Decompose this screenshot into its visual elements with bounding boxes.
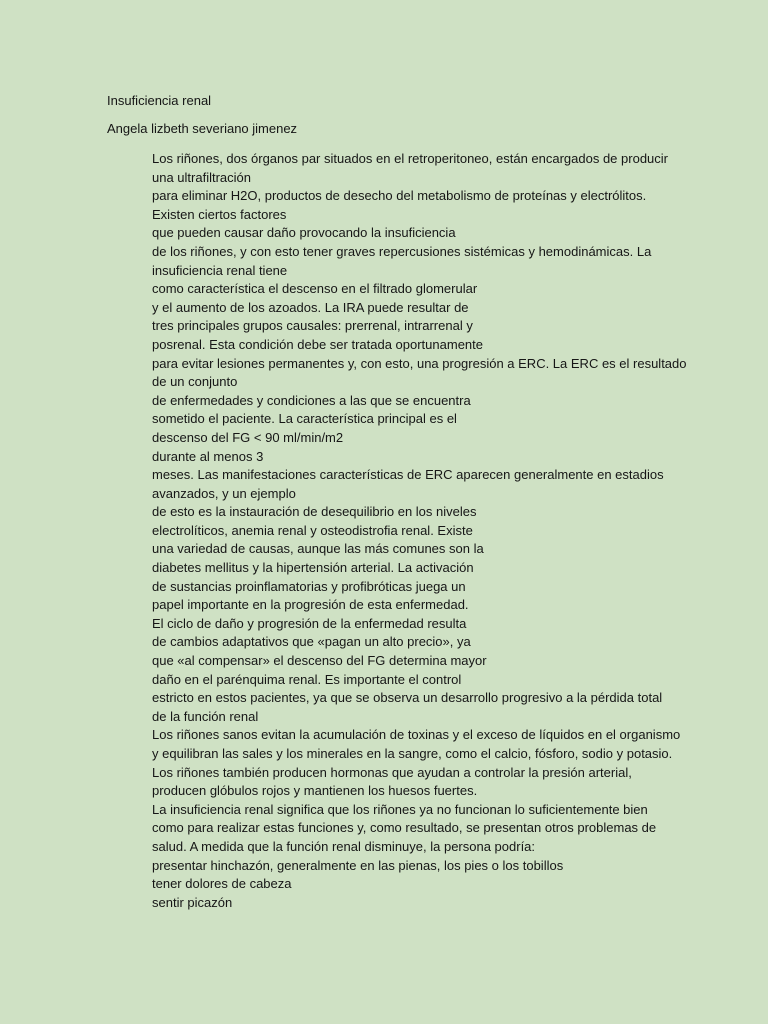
text-line: como característica el descenso en el filtrado glomerular <box>152 281 478 297</box>
document-body <box>152 150 752 912</box>
text-line: una ultrafiltración <box>152 169 251 185</box>
text-line: de un conjunto <box>152 374 238 390</box>
document-title: Insuficiencia renal <box>107 93 212 108</box>
text-line: para evitar lesiones permanentes y, con esto, una progresión a ERC. La ERC es el resultado <box>152 355 687 371</box>
text-line: posrenal. Esta condición debe ser tratada oportunamente <box>152 336 483 352</box>
text-line: meses. Las manifestaciones características de ERC aparecen generalmente en estadios <box>152 467 664 483</box>
text-line: de sustancias proinflamatorias y profibróticas juega un <box>152 578 466 594</box>
text-line: insuficiencia renal tiene <box>152 262 288 278</box>
text-line: tener dolores de cabeza <box>152 876 292 892</box>
text-line: como para realizar estas funciones y, como resultado, se presentan otros problemas de <box>152 820 657 836</box>
text-line: diabetes mellitus y la hipertensión arterial. La activación <box>152 560 474 576</box>
text-line: de los riñones, y con esto tener graves repercusiones sistémicas y hemodinámicas. La <box>152 243 652 259</box>
text-line: durante al menos 3 <box>152 448 264 464</box>
text-line: avanzados, y un ejemplo <box>152 485 296 501</box>
text-line: y equilibran las sales y los minerales en la sangre, como el calcio, fósforo, sodio y potasio. <box>152 746 673 761</box>
text-line: para eliminar H2O, productos de desecho del metabolismo de proteínas y electrólitos. <box>152 188 647 204</box>
text-line: una variedad de causas, aunque las más comunes son la <box>152 541 484 557</box>
text-line: La insuficiencia renal significa que los riñones ya no funcionan lo suficientemente bien <box>152 801 648 817</box>
text-line: de enfermedades y condiciones a las que se encuentra <box>152 392 471 408</box>
text-line: descenso del FG < 90 ml/min/m2 <box>152 429 344 445</box>
text-line: Los riñones, dos órganos par situados en el retroperitoneo, están encargados de producir <box>152 151 668 166</box>
text-line: tres principales grupos causales: prerrenal, intrarrenal y <box>152 318 473 334</box>
text-line: Los riñones sanos evitan la acumulación de toxinas y el exceso de líquidos en el organismo <box>152 727 681 743</box>
text-line: y el aumento de los azoados. La IRA puede resultar de <box>152 299 469 315</box>
text-line: daño en el parénquima renal. Es importante el control <box>152 671 462 687</box>
text-line: estricto en estos pacientes, ya que se observa un desarrollo progresivo a la pérdida total <box>152 690 663 706</box>
text-line: sometido el paciente. La característica principal es el <box>152 411 457 427</box>
text-line: que «al compensar» el descenso del FG determina mayor <box>152 653 487 669</box>
document-author: Angela lizbeth severiano jimenez <box>107 121 298 136</box>
text-line: Los riñones también producen hormonas que ayudan a controlar la presión arterial, <box>152 764 632 780</box>
text-line: de cambios adaptativos que «pagan un alto precio», ya <box>152 634 471 650</box>
text-line: de la función renal <box>152 708 259 724</box>
text-line: salud. A medida que la función renal disminuye, la persona podría: <box>152 838 536 854</box>
text-line: El ciclo de daño y progresión de la enfermedad resulta <box>152 615 467 631</box>
text-line: sentir picazón <box>152 894 233 910</box>
text-line: electrolíticos, anemia renal y osteodistrofia renal. Existe <box>152 522 473 538</box>
text-line: Existen ciertos factores <box>152 206 287 222</box>
text-line: presentar hinchazón, generalmente en las pienas, los pies o los tobillos <box>152 857 564 873</box>
text-line: producen glóbulos rojos y mantienen los huesos fuertes. <box>152 783 478 799</box>
text-line: que pueden causar daño provocando la insuficiencia <box>152 225 456 241</box>
text-line: de esto es la instauración de desequilibrio en los niveles <box>152 504 477 520</box>
text-line: papel importante en la progresión de esta enfermedad. <box>152 597 469 613</box>
